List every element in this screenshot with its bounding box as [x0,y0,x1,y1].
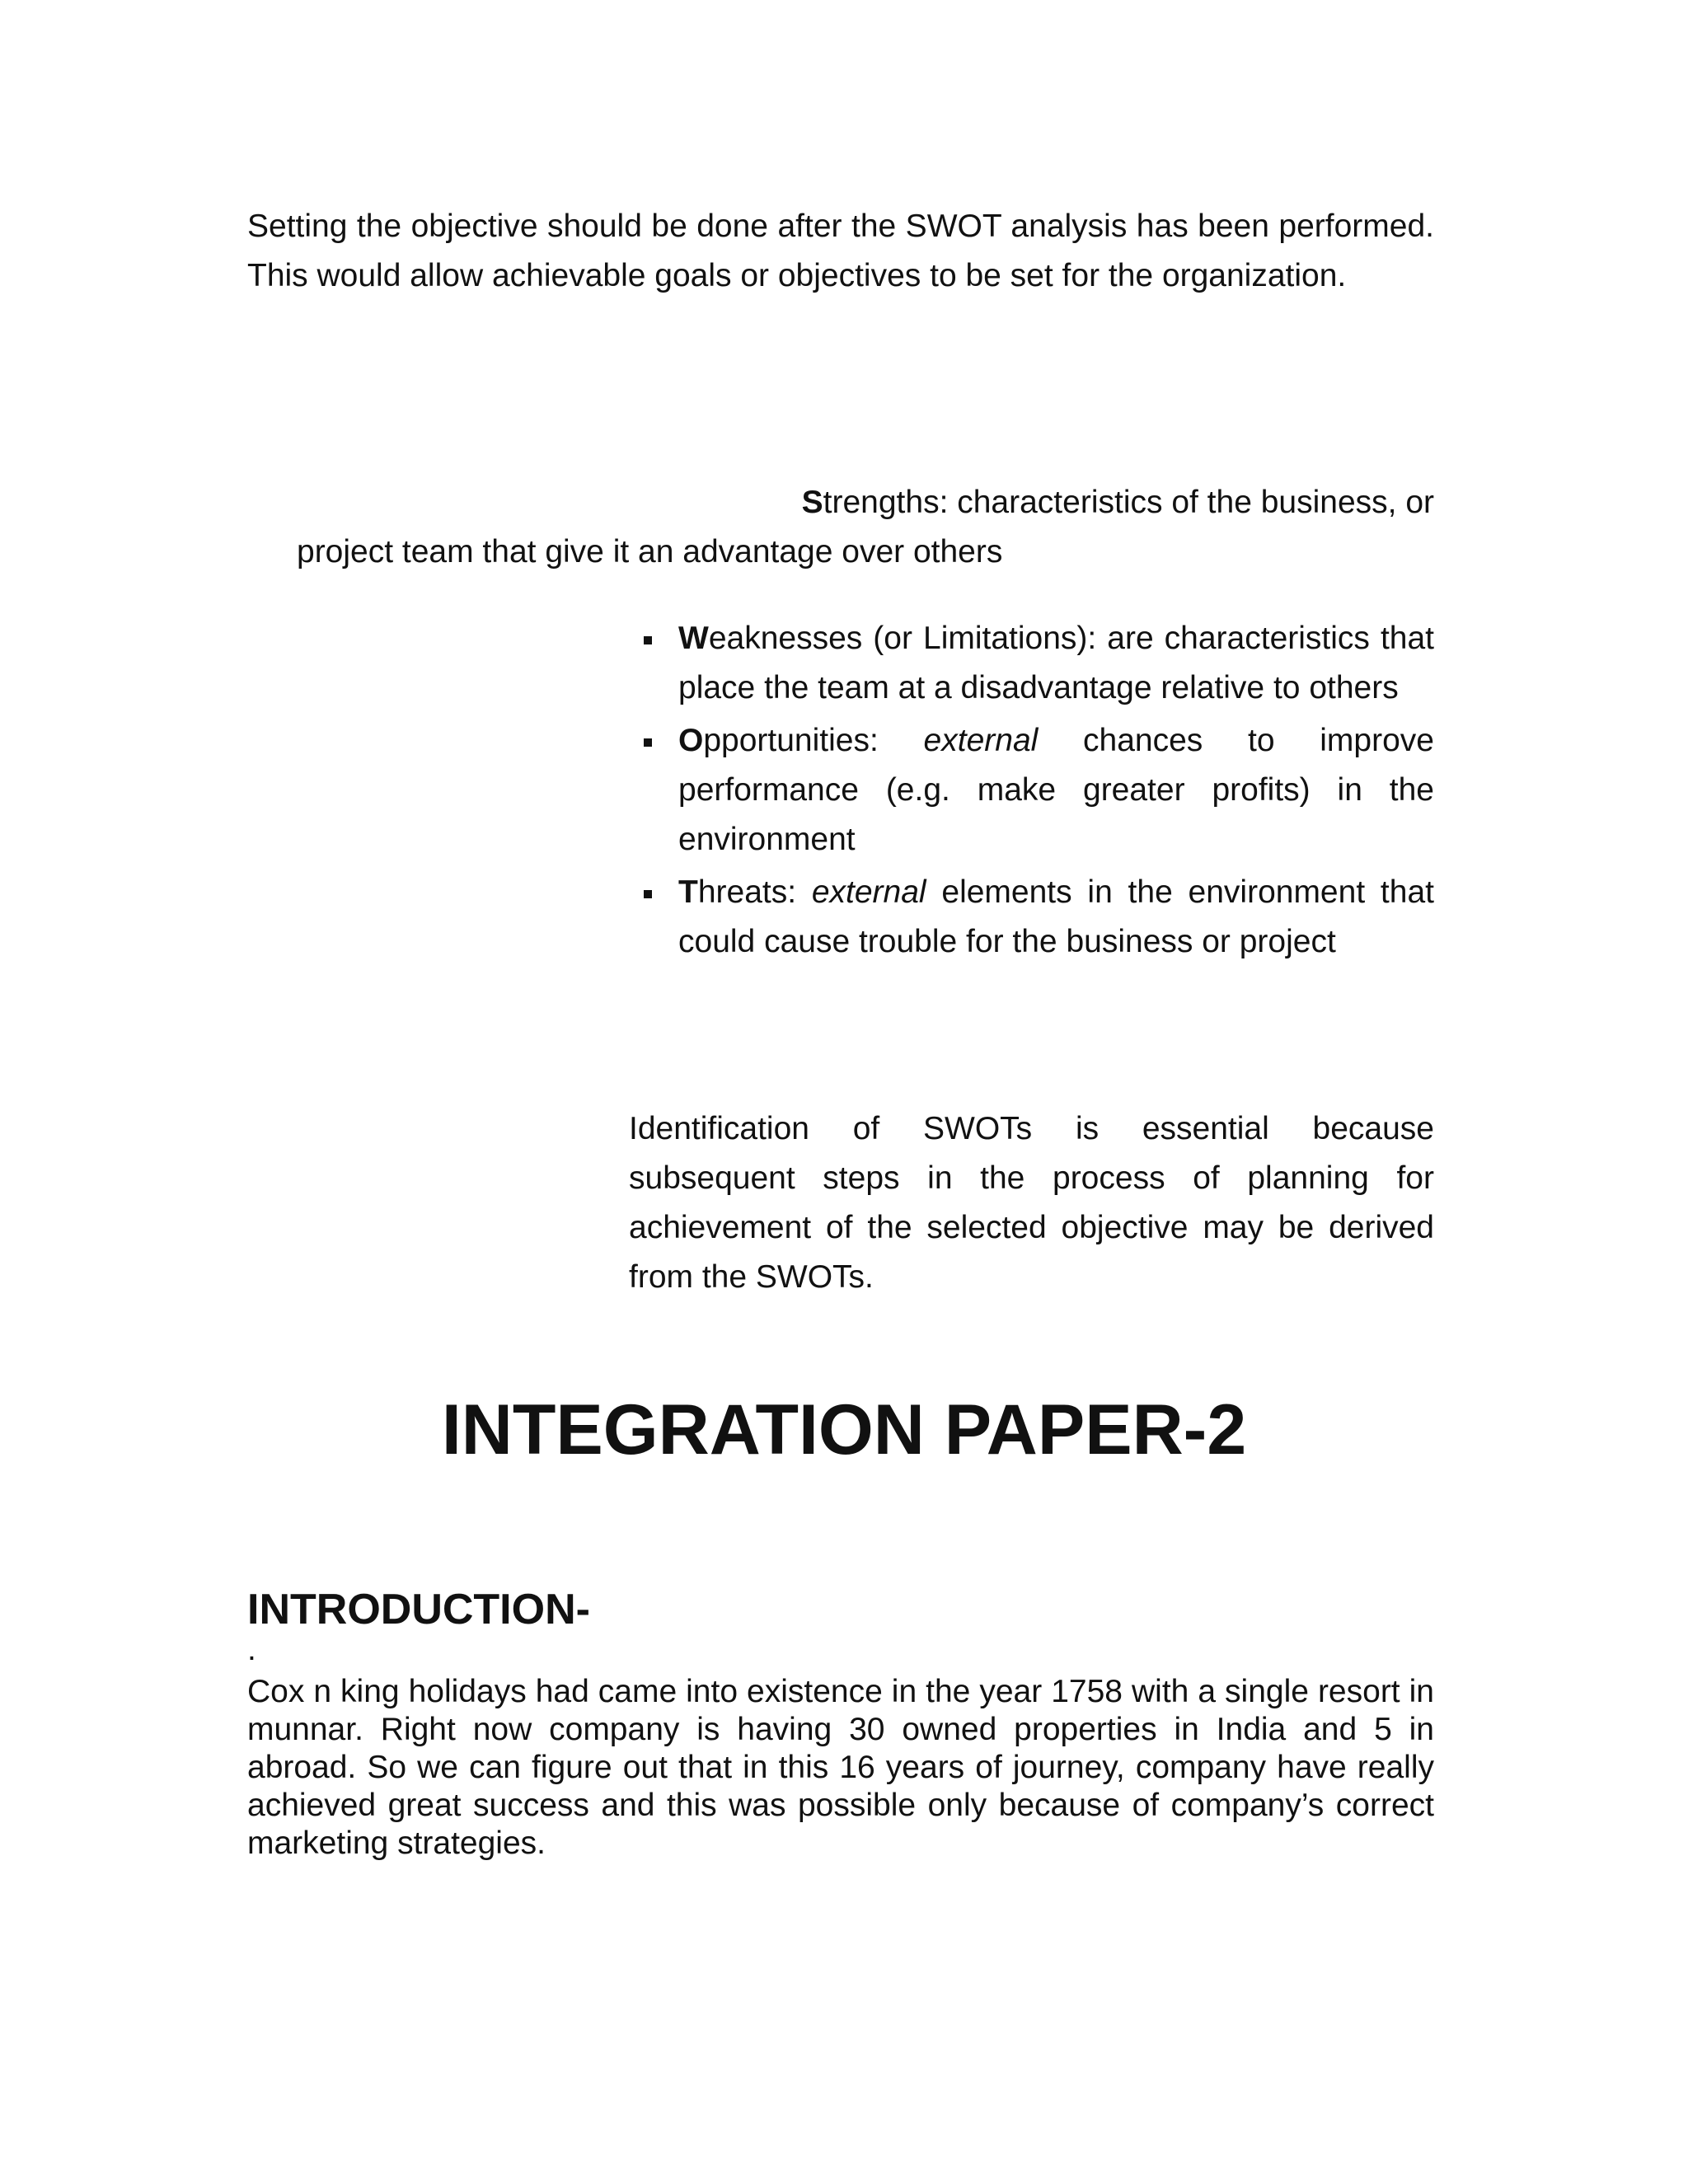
threats-text-post: elements in the environment that could cause trouble for the business or project [678,874,1434,959]
list-item-opportunities [678,716,1434,865]
opportunities-text-italic: external [923,723,1039,758]
strengths-second-line: project team that give it an advantage over others [297,534,1003,569]
strengths-initial: S [801,485,823,520]
strengths-item [247,478,1434,577]
threats-text-pre: hreats: [697,874,812,910]
opportunities-text-post: chances to improve performance (e.g. make greater profits) in the environment [678,723,1434,857]
strengths-text: trengths: characteristics of the business, or [823,485,1434,520]
weaknesses-initial: W [678,621,709,656]
threats-initial: T [678,874,698,910]
threats-text-italic: external [811,874,926,910]
opportunities-text-pre: pportunities: [703,723,924,758]
swot-bullet-list [678,614,1434,970]
identification-paragraph: Identification of SWOTs is essential because subsequent steps in the process of planning for achievement of the selected objective may be derived from the SWOTs. [629,1111,1434,1295]
section-heading: INTRODUCTION- [247,1586,590,1633]
list-item-threats [678,868,1434,967]
opportunities-initial: O [678,723,704,758]
objective-paragraph: Setting the objective should be done after the SWOT analysis has been performed. This would allow achievable goals or objectives to be set for the organization. [247,209,1434,293]
page-title: INTEGRATION PAPER-2 [441,1390,1247,1469]
weaknesses-text: eaknesses (or Limitations): are characteristics that place the team at a disadvantage relative to others [678,621,1434,705]
dot-marker: . [247,1632,256,1667]
introduction-paragraph: Cox n king holidays had came into existence in the year 1758 with a single resort in munnar. Right now company is having 30 owned properties in India and 5 in abroad. So we can figure out that in this 16 years of journey, company have really achieved great success and this was possible only because of company’s correct marketing strategies. [247,1674,1434,1861]
list-item-weaknesses [678,614,1434,713]
strengths-first-line [247,478,1434,527]
